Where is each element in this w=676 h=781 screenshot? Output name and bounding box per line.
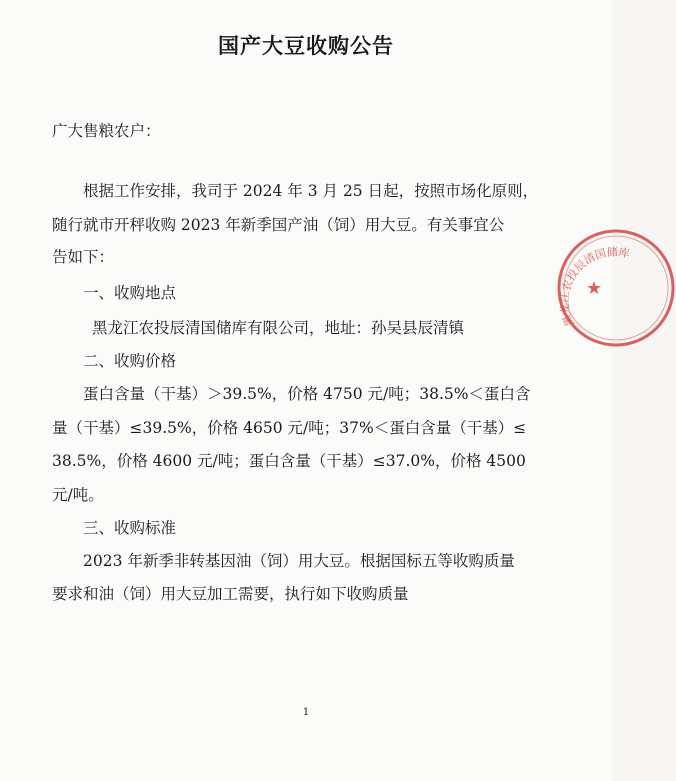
price-line: 蛋白含量（干基）＞39.5%，价格 4750 元/吨；38.5%＜蛋白含: [83, 385, 531, 403]
official-seal: [556, 228, 676, 358]
standard-line: 要求和油（饲）用大豆加工需要，执行如下收购质量: [52, 585, 409, 603]
price-line: 38.5%，价格 4600 元/吨；蛋白含量（干基）≤37.0%，价格 4500: [52, 452, 526, 470]
price-line: 元/吨。: [52, 486, 104, 504]
section-heading-price: 二、收购价格: [83, 352, 177, 370]
svg-text:★: ★: [586, 278, 603, 299]
paragraph-line: 随行就市开秤收购 2023 年新季国产油（饲）用大豆。有关事宜公: [52, 216, 505, 234]
document-title: 国产大豆收购公告: [218, 34, 394, 58]
page-number: 1: [302, 707, 310, 718]
paragraph-line: 根据工作安排，我司于 2024 年 3 月 25 日起，按照市场化原则，: [83, 182, 539, 200]
price-line: 量（干基）≤39.5%，价格 4650 元/吨；37%＜蛋白含量（干基）≤: [52, 419, 527, 437]
svg-text:黑龙江农投辰清国储库: 黑龙江农投辰清国储库: [557, 245, 631, 328]
standard-line: 2023 年新季非转基因油（饲）用大豆。根据国标五等收购质量: [83, 552, 515, 570]
paragraph-line: 告如下：: [52, 248, 115, 266]
section-heading-standard: 三、收购标准: [83, 519, 177, 537]
location-line: 黑龙江农投辰清国储库有限公司，地址：孙吴县辰清镇: [92, 319, 465, 337]
section-heading-location: 一、收购地点: [83, 284, 177, 302]
salutation: 广大售粮农户：: [52, 122, 161, 140]
